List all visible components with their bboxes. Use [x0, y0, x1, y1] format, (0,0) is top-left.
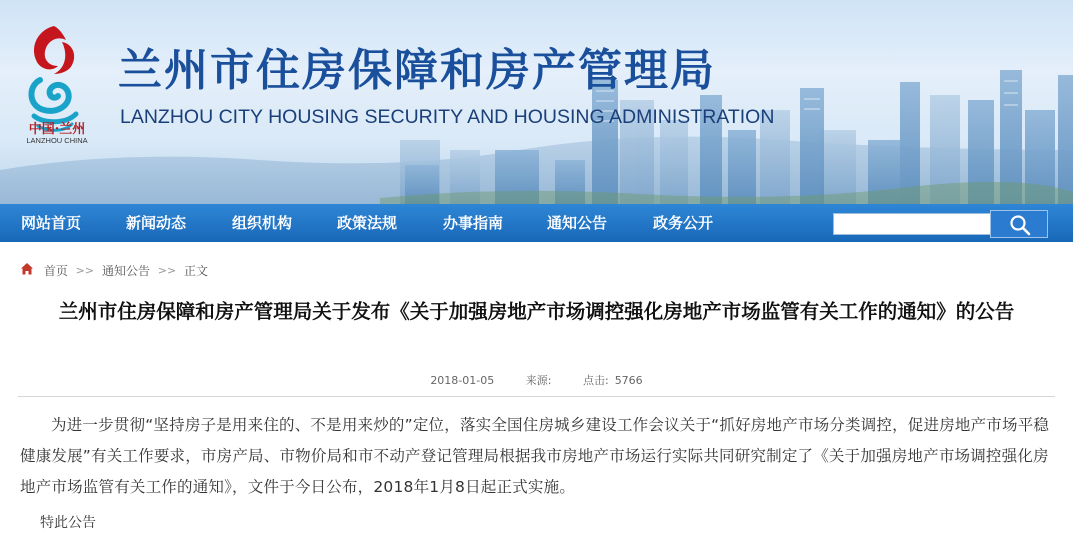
breadcrumb-separator: >>: [157, 264, 177, 277]
hits-label: 点击:: [582, 374, 609, 387]
logo-caption: 中国·兰州: [28, 122, 86, 137]
article-body: 为进一步贯彻“坚持房子是用来住的、不是用来炒的”定位，落实全国住房城乡建设工作会议关于“抓好房地产市场分类调控，促进房地产市场平稳健康发展”有关工作要求，市房产局、市物价局和市不动产登记管理局根据我市房地产市场运行实际共同研究制定了《关于加强房地产市场调控强化房地产市场监管有关工作的通知》，文件于今日公布，2018年1月8日起正式实施。: [20, 416, 1050, 496]
search-button[interactable]: [990, 210, 1048, 238]
breadcrumb-separator: >>: [75, 264, 95, 277]
breadcrumb: [20, 262, 208, 280]
breadcrumb-current: 正文: [184, 264, 209, 278]
nav-item-home[interactable]: 网站首页: [21, 214, 82, 232]
search-input[interactable]: [833, 213, 993, 235]
nav-item-guide[interactable]: 办事指南: [443, 214, 504, 232]
city-skyline-backdrop: [0, 0, 1073, 204]
breadcrumb-home[interactable]: 首页: [43, 264, 68, 278]
site-subtitle: LANZHOU CITY HOUSING SECURITY AND HOUSING ADMINISTRATION: [120, 106, 775, 128]
article-title: 兰州市住房保障和房产管理局关于发布《关于加强房地产市场调控强化房地产市场监管有关工作的通知》的公告: [58, 300, 1015, 323]
breadcrumb-notices[interactable]: 通知公告: [101, 264, 150, 278]
nav-item-policies[interactable]: 政策法规: [337, 214, 398, 232]
logo-emblem: [14, 20, 94, 170]
nav-item-news[interactable]: 新闻动态: [126, 214, 187, 232]
publish-date: 2018-01-05: [430, 374, 495, 387]
site-title: 兰州市住房保障和房产管理局: [118, 45, 716, 96]
article-closing: 特此公告: [40, 515, 96, 531]
nav-item-gov-affairs[interactable]: 政务公开: [653, 214, 714, 232]
search-icon: [1008, 214, 1032, 236]
home-icon[interactable]: [20, 262, 40, 279]
article-meta: [0, 372, 1073, 388]
meta-divider: [18, 396, 1055, 397]
source-label: 来源:: [525, 374, 552, 387]
header-banner: [0, 0, 1073, 204]
hits-count: 5766: [614, 374, 643, 387]
logo-caption-en: LANZHOU CHINA: [26, 136, 88, 145]
nav-item-organization[interactable]: 组织机构: [232, 214, 293, 232]
hits-info: [583, 374, 643, 387]
nav-item-notices[interactable]: 通知公告: [547, 214, 608, 232]
